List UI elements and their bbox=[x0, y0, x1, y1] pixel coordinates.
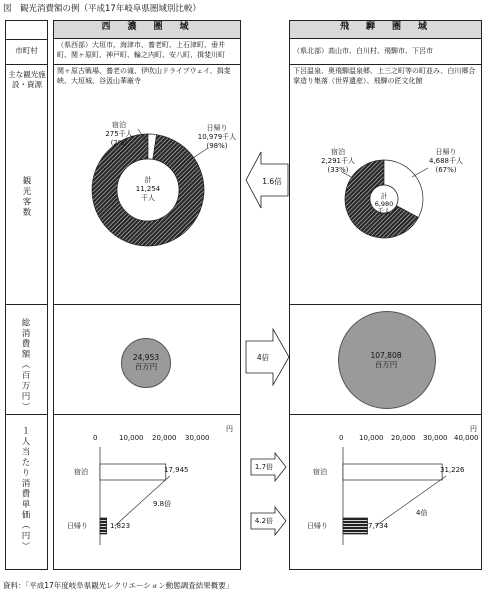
hida-stay-pct: (33%) bbox=[327, 166, 349, 174]
hida-header: 飛 騨 圏 域 bbox=[290, 21, 481, 39]
hida-tick-0: 0 bbox=[339, 434, 344, 442]
west-day-value: 10,979千人 bbox=[197, 133, 237, 141]
hida-tick-2: 20,000 bbox=[391, 434, 416, 442]
hida-link-line bbox=[376, 476, 447, 526]
hida-stay-value: 2,291千人 bbox=[320, 157, 356, 165]
hida-stay-bar-label: 宿泊 bbox=[313, 468, 327, 476]
west-municipalities: （県西部）大垣市、海津市、養老町、上石津町、垂井町、関ヶ原町、神戸町、輪之内町、安八町、揖斐川町 bbox=[57, 41, 225, 59]
west-stay-pct: (2%) bbox=[110, 139, 128, 147]
total-ratio-label: 4倍 bbox=[256, 353, 270, 362]
hida-tick-3: 30,000 bbox=[423, 434, 448, 442]
row-label-total-spend: 総消費額（百万円） bbox=[20, 318, 30, 413]
west-tick-2: 20,000 bbox=[152, 434, 177, 442]
row-label-municipalities: 市町村 bbox=[15, 46, 38, 55]
day-ratio-label: 4.2倍 bbox=[254, 517, 274, 525]
west-total-spend-unit: 百万円 bbox=[134, 362, 158, 371]
stay-ratio-label: 1.7倍 bbox=[254, 463, 274, 471]
west-tick-3: 30,000 bbox=[185, 434, 210, 442]
west-total-label: 計 bbox=[144, 176, 152, 184]
row-label-attractions: 主な観光施設・資源 bbox=[8, 70, 46, 89]
west-header: 西 濃 圏 域 bbox=[54, 21, 240, 39]
hida-stay-bar bbox=[343, 464, 442, 480]
source-note: 資料：「平成17年度岐阜県観光レクリエーション動態調査結果概要」 bbox=[3, 581, 234, 590]
hida-axis-unit: 円 bbox=[470, 425, 477, 433]
hida-total-unit: 千人 bbox=[377, 207, 391, 215]
west-day-label: 日帰り bbox=[206, 124, 228, 132]
hida-attractions: 下呂温泉、奥飛騨温泉郷、上三之町等の町並み、白川郷合掌造り集落（世界遺産）、飛騨の匠文化館 bbox=[293, 67, 476, 85]
figure-title: 図 観光消費額の例（平成17年岐阜県圏域別比較） bbox=[3, 4, 201, 14]
hida-total-value: 6,980 bbox=[374, 199, 394, 208]
west-stay-bar-label: 宿泊 bbox=[74, 468, 88, 476]
west-attractions: 関ヶ原古戦場、養老の滝、伊吹山ドライブウェイ、揖斐峡、大垣城、谷汲山華厳寺 bbox=[57, 67, 231, 85]
west-total-unit: 千人 bbox=[141, 194, 155, 202]
west-total-value: 11,254 bbox=[135, 185, 161, 193]
west-stay-value: 275千人 bbox=[105, 130, 133, 138]
visitors-ratio-label: 1.6倍 bbox=[262, 177, 282, 186]
row-label-unit-price: １人当たり消費単価（円） bbox=[20, 426, 30, 552]
west-total-spend-value: 24,953 bbox=[132, 353, 160, 362]
hida-day-value: 4,688千人 bbox=[428, 157, 464, 165]
hida-day-bar-label: 日帰り bbox=[307, 522, 328, 530]
west-axis-unit: 円 bbox=[226, 425, 233, 433]
west-multiplier: 9.8倍 bbox=[153, 500, 172, 508]
west-tick-0: 0 bbox=[93, 434, 98, 442]
hida-day-bar bbox=[343, 518, 368, 534]
hida-day-pct: (67%) bbox=[435, 166, 457, 174]
hida-stay-label: 宿泊 bbox=[331, 148, 345, 156]
west-tick-1: 10,000 bbox=[119, 434, 144, 442]
west-stay-label: 宿泊 bbox=[112, 121, 126, 129]
hida-day-bar-value: 7,734 bbox=[368, 522, 389, 530]
hida-tick-1: 10,000 bbox=[359, 434, 384, 442]
west-day-bar-label: 日帰り bbox=[67, 522, 88, 530]
hida-total-spend-value: 107,808 bbox=[370, 351, 402, 360]
hida-municipalities: （県北部）高山市、白川村、飛騨市、下呂市 bbox=[293, 47, 433, 55]
hida-stay-bar-value: 31,226 bbox=[440, 466, 465, 474]
west-day-bar-value: 1,823 bbox=[110, 522, 131, 530]
hida-tick-4: 40,000 bbox=[454, 434, 479, 442]
hida-multiplier: 4倍 bbox=[416, 509, 428, 517]
west-day-pct: (98%) bbox=[206, 142, 228, 150]
hida-total-spend-unit: 百万円 bbox=[374, 360, 398, 369]
hida-day-label: 日帰り bbox=[435, 148, 457, 156]
hida-total-label: 計 bbox=[380, 192, 388, 200]
row-label-visitors: 観光客数 bbox=[21, 176, 31, 218]
west-stay-bar-value: 17,945 bbox=[164, 466, 189, 474]
